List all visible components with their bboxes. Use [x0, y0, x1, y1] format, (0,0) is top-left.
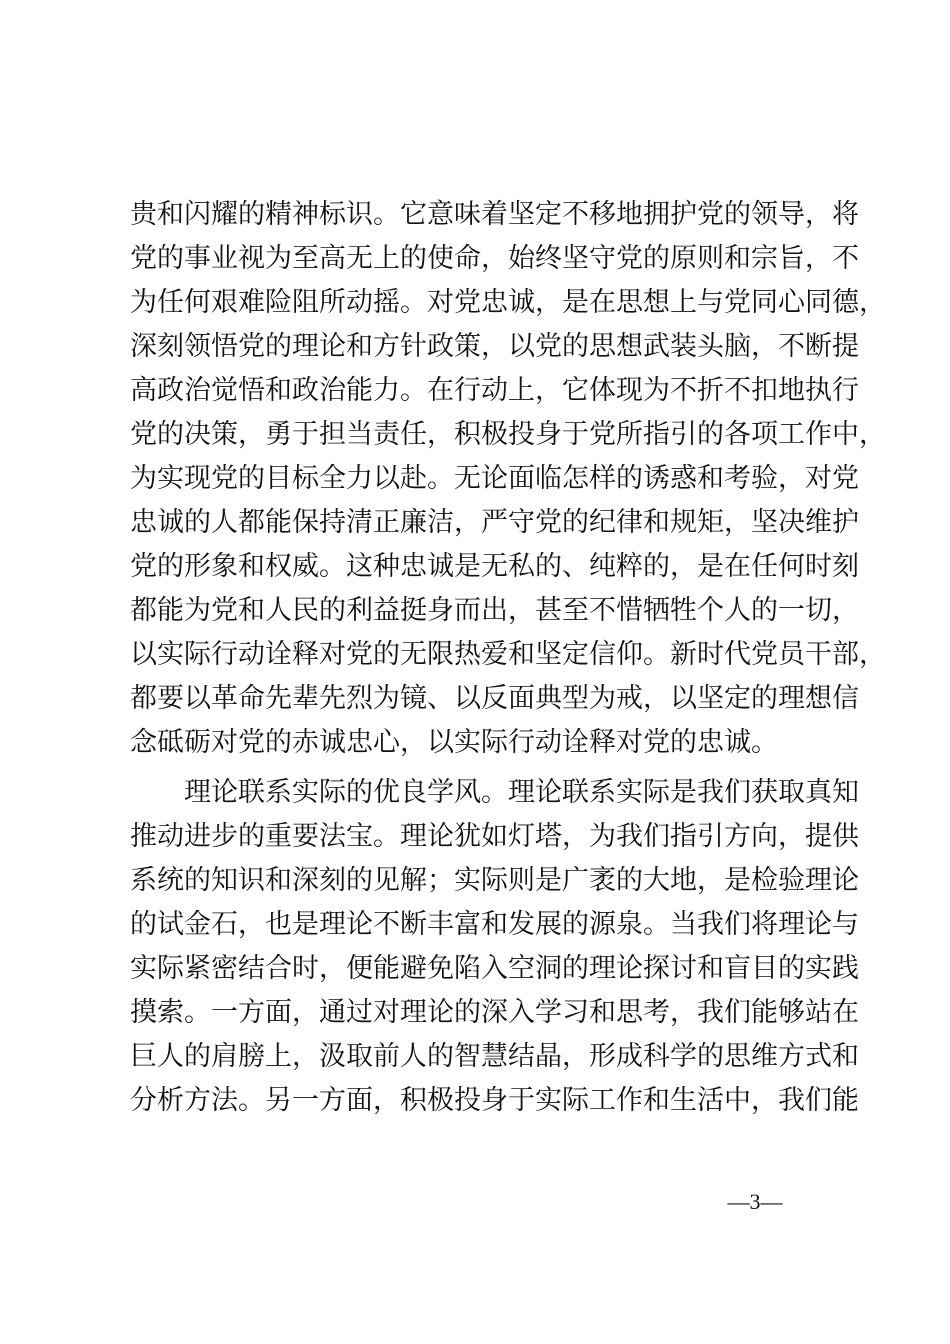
text-line: 的试金石，也是理论不断丰富和发展的源泉。当我们将理论与	[130, 909, 859, 940]
text-line: 推动进步的重要法宝。理论犹如灯塔，为我们指引方向，提供	[130, 821, 859, 852]
text-line: 都要以革命先辈先烈为镜、以反面典型为戒，以坚定的理想信	[130, 683, 859, 714]
text-line: 为实现党的目标全力以赴。无论面临怎样的诱惑和考验，对党	[130, 463, 859, 494]
text-line: 党的事业视为至高无上的使命，始终坚守党的原则和宗旨，不	[130, 243, 859, 274]
text-line: 高政治觉悟和政治能力。在行动上，它体现为不折不扣地执行	[130, 375, 859, 406]
text-line: 贵和闪耀的精神标识。它意味着坚定不移地拥护党的领导，将	[130, 199, 859, 230]
text-line: 都能为党和人民的利益挺身而出，甚至不惜牺牲个人的一切，	[130, 595, 859, 626]
text-line: 巨人的肩膀上，汲取前人的智慧结晶，形成科学的思维方式和	[130, 1041, 859, 1072]
text-line: 为任何艰难险阻所动摇。对党忠诚，是在思想上与党同心同德，	[130, 287, 886, 318]
page-number: —3—	[727, 1189, 783, 1214]
text-line: 分析方法。另一方面，积极投身于实际工作和生活中，我们能	[130, 1085, 859, 1116]
text-line: 忠诚的人都能保持清正廉洁，严守党的纪律和规矩，坚决维护	[130, 507, 859, 538]
text-line: 念砥砺对党的赤诚忠心，以实际行动诠释对党的忠诚。	[130, 727, 778, 758]
text-line: 实际紧密结合时，便能避免陷入空洞的理论探讨和盲目的实践	[130, 953, 859, 984]
text-line: 系统的知识和深刻的见解；实际则是广袤的大地，是检验理论	[130, 865, 859, 896]
text-line: 理论联系实际的优良学风。理论联系实际是我们获取真知	[130, 777, 859, 808]
text-line: 深刻领悟党的理论和方针政策，以党的思想武装头脑，不断提	[130, 331, 859, 362]
text-line: 摸索。一方面，通过对理论的深入学习和思考，我们能够站在	[130, 997, 859, 1028]
text-line: 党的形象和权威。这种忠诚是无私的、纯粹的，是在任何时刻	[130, 551, 859, 582]
text-line: 党的决策，勇于担当责任，积极投身于党所指引的各项工作中，	[130, 419, 886, 450]
text-line: 以实际行动诠释对党的无限热爱和坚定信仰。新时代党员干部，	[130, 639, 886, 670]
